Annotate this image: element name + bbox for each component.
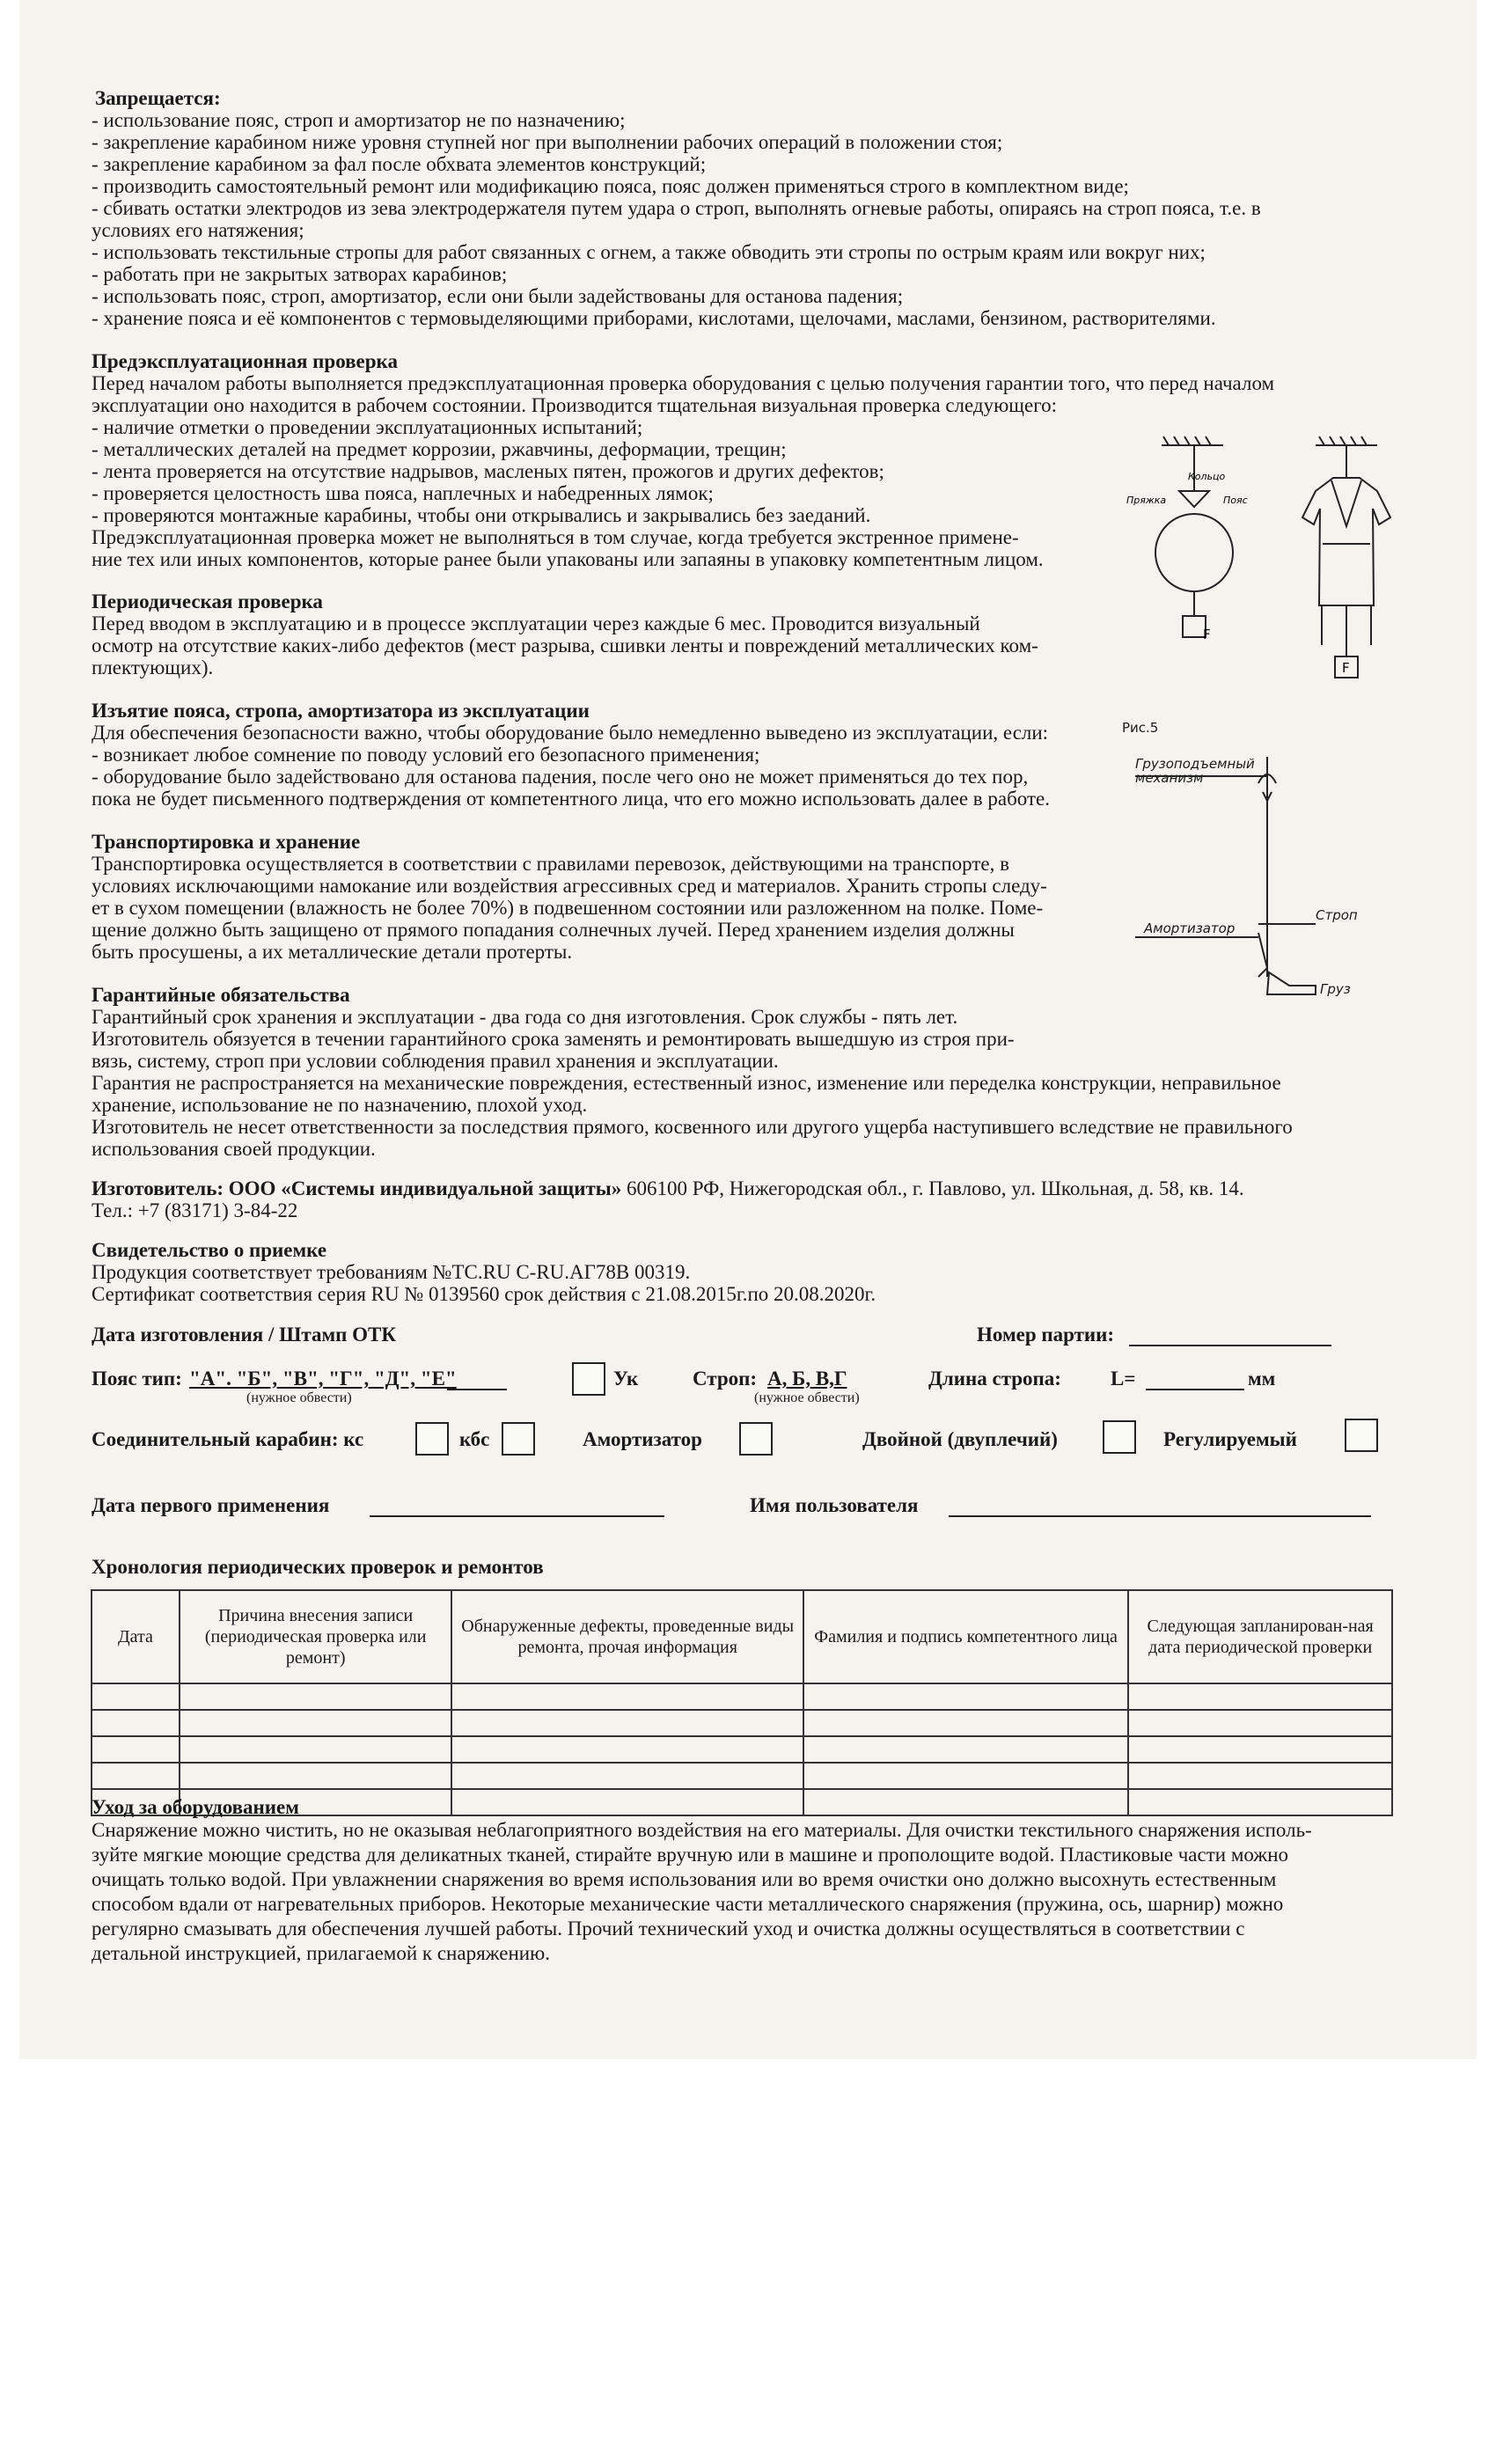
warranty-line: хранение, использование не по назначению, плохой уход. xyxy=(92,1094,588,1116)
figure-5-label: Рис.5 xyxy=(1122,720,1159,736)
spring-label: Пряжка xyxy=(1126,495,1167,506)
periodic-line: Перед вводом в эксплуатацию и в процессе эксплуатации через каждые 6 мес. Проводится визуальный xyxy=(92,612,980,634)
manufacturer-phone: Тел.: +7 (83171) 3-84-22 xyxy=(92,1199,298,1221)
belt-type-options[interactable]: "А". "Б", "В", "Г", "Д", "Е" xyxy=(189,1368,457,1390)
preuse-line: - наличие отметки о проведении эксплуатационных испытаний; xyxy=(92,416,643,438)
double-checkbox[interactable] xyxy=(1103,1420,1136,1454)
adjustable-checkbox-wrap xyxy=(1345,1419,1378,1452)
uk-checkbox[interactable] xyxy=(572,1362,605,1396)
table-cell[interactable] xyxy=(180,1710,452,1736)
sling-length-field[interactable] xyxy=(1146,1389,1244,1390)
transport-line: условиях исключающими намокание или воздействия агрессивных сред и материалов. Хранить стропы следу- xyxy=(92,875,1047,897)
warranty-line: Изготовитель обязуется в течении гарантийного срока заменять и ремонтировать вышедшую из строя при- xyxy=(92,1028,1015,1050)
preuse-line: - проверяется целостность шва пояса, наплечных и набедренных лямок; xyxy=(92,482,714,504)
prohibited-line: - хранение пояса и её компонентов с термовыделяющими приборами, кислотами, щелочами, маслами, бензином, растворителями. xyxy=(92,307,1216,329)
periodic-line: осмотр на отсутствие каких-либо дефектов (мест разрыва, сшивки ленты и повреждений металлических ком- xyxy=(92,634,1038,656)
table-cell[interactable] xyxy=(180,1683,452,1710)
history-heading: Хронология периодических проверок и ремонтов xyxy=(92,1556,544,1578)
prohibited-line: - сбивать остатки электродов из зева электродержателя путем удара о строп, выполнять огневые работы, опираясь на строп пояса, т.е. в xyxy=(92,197,1261,219)
sling-type-options[interactable]: А, Б, В,Г xyxy=(767,1368,847,1390)
kbs-label: кбс xyxy=(459,1428,490,1450)
table-cell[interactable] xyxy=(180,1736,452,1763)
table-cell[interactable] xyxy=(451,1683,803,1710)
table-cell[interactable] xyxy=(803,1710,1128,1736)
sling-length-label: Длина стропа: xyxy=(928,1368,1061,1390)
user-name-label: Имя пользователя xyxy=(750,1494,919,1516)
history-col-reason: Причина внесения записи (периодическая проверка или ремонт) xyxy=(180,1590,452,1683)
adjustable-checkbox[interactable] xyxy=(1345,1419,1378,1452)
transport-line: Транспортировка осуществляется в соответствии с правилами перевозок, действующими на транспорте, в xyxy=(92,853,1009,875)
table-cell[interactable] xyxy=(92,1736,180,1763)
history-col-next-date: Следующая запланирован-ная дата периодической проверки xyxy=(1128,1590,1392,1683)
table-cell[interactable] xyxy=(803,1683,1128,1710)
table-row xyxy=(92,1736,1392,1763)
table-cell[interactable] xyxy=(180,1763,452,1789)
table-cell[interactable] xyxy=(451,1789,803,1815)
certificate-line: Продукция соответствует требованиям №TC.RU C-RU.АГ78В 00319. xyxy=(92,1261,691,1283)
table-cell[interactable] xyxy=(1128,1683,1392,1710)
table-cell[interactable] xyxy=(1128,1763,1392,1789)
transport-line: быть просушены, а их металлические детали протерты. xyxy=(92,941,573,963)
table-cell[interactable] xyxy=(92,1710,180,1736)
periodic-line: плектующих). xyxy=(92,656,214,678)
double-label: Двойной (двуплечий) xyxy=(862,1428,1058,1450)
ks-checkbox[interactable] xyxy=(415,1422,449,1456)
table-row xyxy=(92,1763,1392,1789)
preuse-heading: Предэксплуатационная проверка xyxy=(92,350,398,372)
sling-length-unit: мм xyxy=(1248,1368,1276,1390)
withdrawal-line: Для обеспечения безопасности важно, чтобы оборудование было немедленно выведено из эксплуатации, если: xyxy=(92,722,1049,744)
mechanism-label: Грузоподъемный механизм xyxy=(1135,756,1255,786)
kbs-checkbox[interactable] xyxy=(502,1422,535,1456)
table-cell[interactable] xyxy=(451,1736,803,1763)
batch-number-label: Номер партии: xyxy=(977,1324,1115,1346)
absorber-label: Амортизатор xyxy=(583,1428,702,1450)
warranty-heading: Гарантийные обязательства xyxy=(92,984,350,1006)
double-checkbox-wrap xyxy=(1103,1420,1136,1454)
sling-label: Строп: xyxy=(693,1368,758,1390)
table-cell[interactable] xyxy=(803,1763,1128,1789)
table-cell[interactable] xyxy=(1128,1789,1392,1815)
ks-checkbox-wrap xyxy=(415,1422,449,1456)
ring-test-diagram xyxy=(1126,429,1276,663)
table-cell[interactable] xyxy=(1128,1710,1392,1736)
care-line: способом вдали от нагревательных приборов. Некоторые механические части металлического снаряжения (пружина, ось, шарнир) можно xyxy=(92,1893,1284,1915)
care-heading: Уход за оборудованием xyxy=(92,1796,299,1818)
ring-label: Кольцо xyxy=(1188,471,1226,482)
prohibited-line: - закрепление карабином ниже уровня ступней ног при выполнении рабочих операций в положении стоя; xyxy=(92,131,1003,153)
table-row xyxy=(92,1683,1392,1710)
history-col-defects: Обнаруженные дефекты, проведенные виды ремонта, прочая информация xyxy=(451,1590,803,1683)
prohibited-line: - закрепление карабином за фал после обхвата элементов конструкций; xyxy=(92,153,707,175)
belt-type-label: Пояс тип: xyxy=(92,1368,182,1390)
preuse-line: - проверяются монтажные карабины, чтобы они открывались и закрывались без заеданий. xyxy=(92,504,871,526)
withdrawal-line: - возникает любое сомнение по поводу условий его безопасного применения; xyxy=(92,744,760,766)
figure-5-diagram xyxy=(1135,739,1346,1012)
transport-line: щение должно быть защищено от прямого попадания солнечных лучей. Перед хранением изделия должны xyxy=(92,919,1015,941)
uk-checkbox-wrap xyxy=(572,1362,605,1396)
warranty-line: Гарантийный срок хранения и эксплуатации - два года со дня изготовления. Срок службы - пять лет. xyxy=(92,1006,958,1028)
manufacturer-label: Изготовитель: ООО «Системы индивидуальной защиты» xyxy=(92,1177,622,1199)
withdrawal-line: пока не будет письменного подтверждения от компетентного лица, что его можно использовать далее в работе. xyxy=(92,788,1051,810)
manufacturer-line xyxy=(92,1177,1244,1201)
prohibited-line: - использование пояс, строп и амортизатор не по назначению; xyxy=(92,109,626,131)
load-label: Груз xyxy=(1320,981,1351,997)
prohibited-line: - использовать текстильные стропы для работ связанных с огнем, а также обводить эти стропы по острым краям или вокруг них; xyxy=(92,241,1206,263)
care-line: детальной инструкцией, прилагаемой к снаряжению. xyxy=(92,1942,550,1964)
table-cell[interactable] xyxy=(451,1710,803,1736)
warranty-line: вязь, систему, строп при условии соблюдения правил хранения и эксплуатации. xyxy=(92,1050,779,1072)
table-row xyxy=(92,1710,1392,1736)
preuse-line: - лента проверяется на отсутствие надрывов, масленых пятен, прожогов и других дефектов; xyxy=(92,460,884,482)
weight-label: F xyxy=(1203,627,1211,642)
preuse-line: Перед началом работы выполняется предэксплуатационная проверка оборудования с целью получения гарантии того, что перед началом xyxy=(92,372,1275,394)
prohibited-line: - производить самостоятельный ремонт или модификацию пояса, пояс должен применяться строго в комплектном виде; xyxy=(92,175,1129,197)
withdrawal-line: - оборудование было задействовано для останова падения, после чего оно не может применяться до тех пор, xyxy=(92,766,1029,788)
table-cell[interactable] xyxy=(92,1763,180,1789)
belt-label: Пояс xyxy=(1223,495,1248,506)
belt-type-note: (нужное обвести) xyxy=(246,1390,352,1405)
certificate-line: Сертификат соответствия серия RU № 0139560 срок действия с 21.08.2015г.по 20.08.2020г. xyxy=(92,1283,876,1305)
prohibited-line: - работать при не закрытых затворах карабинов; xyxy=(92,263,508,285)
table-cell[interactable] xyxy=(803,1736,1128,1763)
adjustable-label: Регулируемый xyxy=(1163,1428,1297,1450)
absorber-checkbox[interactable] xyxy=(739,1422,773,1456)
withdrawal-heading: Изъятие пояса, стропа, амортизатора из эксплуатации xyxy=(92,700,590,722)
first-use-label: Дата первого применения xyxy=(92,1494,330,1516)
care-line: регулярно смазывать для обеспечения лучшей работы. Прочий технический уход и очистка должны осуществляться в соответствии с xyxy=(92,1918,1245,1940)
preuse-line: эксплуатации оно находится в рабочем состоянии. Производится тщательная визуальная проверка следующего: xyxy=(92,394,1057,416)
prohibited-line: условиях его натяжения; xyxy=(92,219,304,241)
manufacturer-address: 606100 РФ, Нижегородская обл., г. Павлово, ул. Школьная, д. 58, кв. 14. xyxy=(621,1177,1244,1199)
sling-label: Строп xyxy=(1316,907,1358,923)
uk-label: Ук xyxy=(613,1368,639,1390)
prohibited-line: - использовать пояс, строп, амортизатор, если они были задействованы для останова падения; xyxy=(92,285,904,307)
absorber-label: Амортизатор xyxy=(1144,920,1236,936)
warranty-line: Гарантия не распространяется на механические повреждения, естественный износ, изменение или переделка конструкции, неправильное xyxy=(92,1072,1281,1094)
certificate-heading: Свидетельство о приемке xyxy=(92,1239,327,1261)
batch-number-field[interactable] xyxy=(1129,1345,1331,1346)
care-line: очищать только водой. При увлажнении снаряжения во время использования или во время очистки оно должно высохнуть естественным xyxy=(92,1868,1277,1890)
warranty-line: Изготовитель не несет ответственности за последствия прямого, косвенного или другого ущерба наступившего вследствие не правильного xyxy=(92,1116,1293,1138)
user-name-field[interactable] xyxy=(949,1515,1371,1517)
sling-length-prefix: L= xyxy=(1111,1368,1136,1390)
preuse-line: - металлических деталей на предмет коррозии, ржавчины, деформации, трещин; xyxy=(92,438,787,460)
absorber-checkbox-wrap xyxy=(739,1422,773,1456)
transport-heading: Транспортировка и хранение xyxy=(92,831,361,853)
connector-label: Соединительный карабин: кс xyxy=(92,1428,364,1450)
table-cell[interactable] xyxy=(1128,1736,1392,1763)
history-col-date: Дата xyxy=(92,1590,180,1683)
manufacture-date-label: Дата изготовления / Штамп ОТК xyxy=(92,1324,397,1346)
harness-test-diagram xyxy=(1280,429,1408,689)
history-header-row xyxy=(92,1590,1392,1683)
warranty-line: использования своей продукции. xyxy=(92,1138,376,1160)
table-cell[interactable] xyxy=(451,1763,803,1789)
history-col-signature: Фамилия и подпись компетентного лица xyxy=(803,1590,1128,1683)
kbs-checkbox-wrap xyxy=(502,1422,535,1456)
care-line: зуйте мягкие моющие средства для деликатных тканей, стирайте вручную или в машине и прополощите водой. Пластиковые части можно xyxy=(92,1844,1289,1866)
first-use-field[interactable] xyxy=(370,1515,664,1517)
weight-label: F xyxy=(1342,660,1350,676)
sling-type-note: (нужное обвести) xyxy=(754,1390,860,1405)
care-line: Снаряжение можно чистить, но не оказывая неблагоприятного воздействия на его материалы. Для очистки текстильного снаряжения исполь- xyxy=(92,1819,1312,1841)
transport-line: ет в сухом помещении (влажность не более 70%) в подвешенном состоянии или разложенном на полке. Поме- xyxy=(92,897,1044,919)
periodic-heading: Периодическая проверка xyxy=(92,590,323,612)
belt-type-underline xyxy=(447,1389,507,1390)
table-cell[interactable] xyxy=(803,1789,1128,1815)
table-cell[interactable] xyxy=(92,1683,180,1710)
history-table xyxy=(91,1589,1393,1816)
prohibited-heading: Запрещается: xyxy=(95,87,221,109)
preuse-line: Предэксплуатационная проверка может не выполняться в том случае, когда требуется экстренное примене- xyxy=(92,526,1019,548)
preuse-line: ние тех или иных компонентов, которые ранее были упакованы или запаяны в упаковку компетентным лицом. xyxy=(92,548,1044,570)
